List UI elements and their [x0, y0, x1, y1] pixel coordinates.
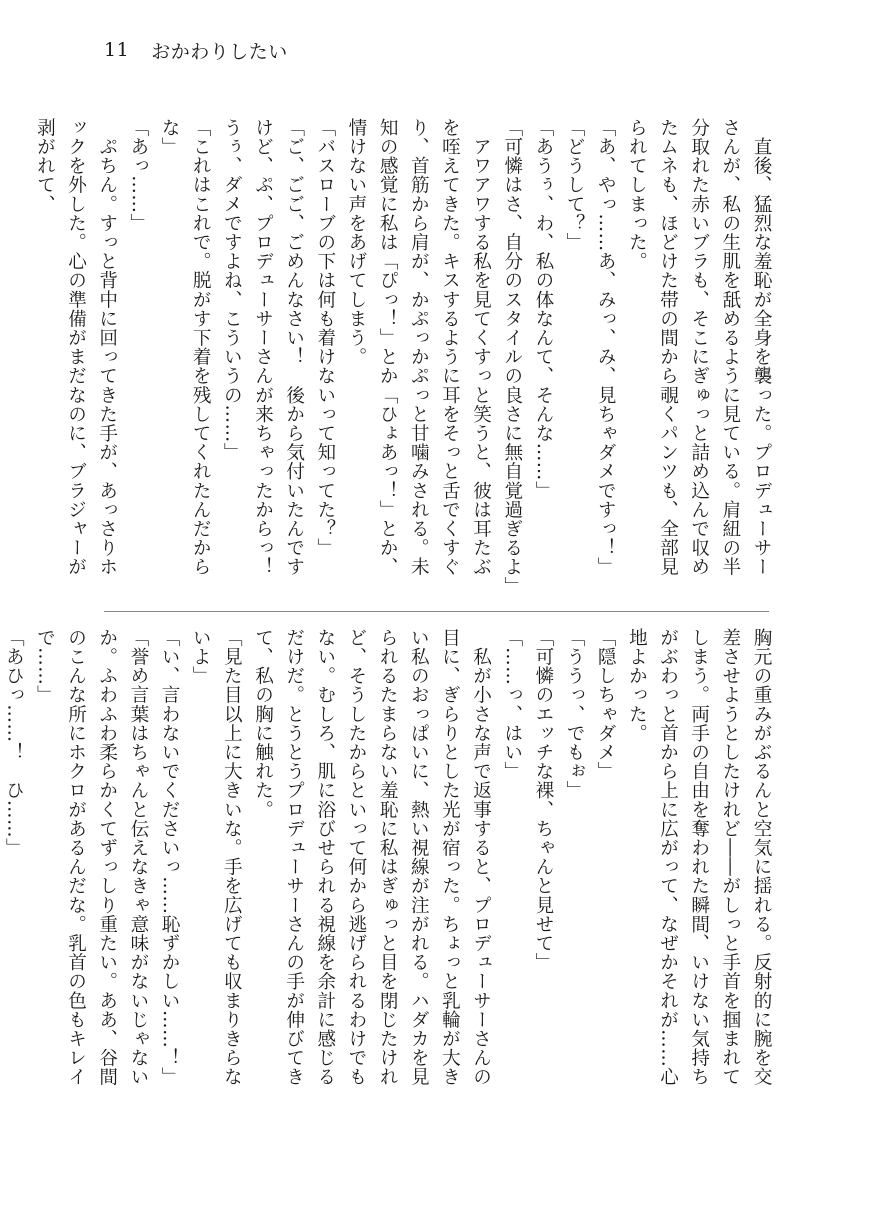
- paragraph: 「バスローブの下は何も着けないって知ってた？」: [314, 118, 336, 558]
- paragraph: 私が小さな声で返事すると、プロデューサーさんの目に、ぎらりとした光が宿った。ちょっと乳輪が大きい私のおっぱいに、熱い視線が注がれる。ハダカを見られるたまらない羞恥に私はぎゅっと目を閉じたけれど、そうしたからといって何から逃げられるわけでもない。むしろ、肌に浴びせられる視線を余計に感じるだけだ。とうとうプロデューサーさんの手が伸びてきて、私の胸に触れた。: [252, 628, 492, 1087]
- paragraph: 「あひっ……！ ひ……」: [3, 628, 25, 858]
- paragraph: 「あ、やっ……あ、みっ、み、見ちゃダメですっ！」: [595, 118, 617, 577]
- paragraph: アワアワする私を見てくすっと笑うと、彼は耳たぶを咥えてきた。キスするように耳をそっと舌でくすぐり、首筋から肩が、かぷっかぷっと甘噛みされる。未知の感覚に私は「ぴっ！」とか「ひょあっ！」とか、情けない声をあげてしまう。: [345, 118, 492, 577]
- paragraph: 「隠しちゃダメ」: [595, 628, 617, 781]
- paragraph: 「可憐はさ、自分のスタイルの良さに無自覚過ぎるよ」: [501, 118, 523, 596]
- paragraph: 「ううっ、でもぉ」: [564, 628, 586, 800]
- paragraph: 「これはこれで。脱がす下着を残してくれたんだからな」: [159, 118, 212, 577]
- paragraph: 「あっ……」: [127, 118, 149, 233]
- upper-text-block: [34, 118, 777, 596]
- paragraph: ぷちん。すっと背中に回ってきた手が、あっさりホックを外した。心の準備がまだなのに、ブラジャーが剥がれて、: [34, 118, 118, 577]
- lower-text-block: [3, 628, 777, 1104]
- paragraph: 直後、猛烈な羞恥が全身を襲った。プロデューサーさんが、私の生肌を舐めるように見ている。肩紐の半分取れた赤いブラも、そこにぎゅっと詰め込んで収めたムネも、ほどけた帯の間から覗くパンツも、全部見られてしまった。: [626, 118, 772, 577]
- section-divider: [104, 611, 769, 612]
- paragraph: 「い、言わないでくださいっ……恥ずかしい……！」: [159, 628, 181, 1087]
- paragraph: 「誉め言葉はちゃんと伝えなきゃ意味がないじゃないか。ふわふわ柔らかくてずっしり重たい。ああ、谷間のこんな所にホクロがあるんだな。乳首の色もキレイで……」: [34, 628, 149, 1087]
- paragraph: 「あうぅ、わ、私の体なんて、そんな……」: [532, 118, 554, 500]
- paragraph: 胸元の重みがぶるんと空気に揺れる。反射的に腕を交差させようとしたけれど――がしっと手首を掴まれてしまう。両手の自由を奪われた瞬間、いけない気持ちがぶわっと首から上に広がって、なぜかそれが……心地よかった。: [626, 628, 772, 1087]
- paragraph: 「可憐のエッチな裸、ちゃんと見せて」: [532, 628, 554, 972]
- running-head: [104, 36, 288, 64]
- chapter-title: おかわりしたい: [151, 40, 288, 63]
- paragraph: 「……っ、はい」: [501, 628, 523, 781]
- page-number: 11: [104, 39, 130, 61]
- paragraph: 「どうして？」: [564, 118, 586, 252]
- paragraph: 「ご、ごご、ごめんなさい！ 後から気付いたんですけど、ぷ、プロデューサーさんが来ちゃったからっ！ うぅ、ダメですよね、こういうの……」: [221, 118, 305, 596]
- paragraph: 「見た目以上に大きいな。手を広げても収まりきらないよ」: [190, 628, 243, 1087]
